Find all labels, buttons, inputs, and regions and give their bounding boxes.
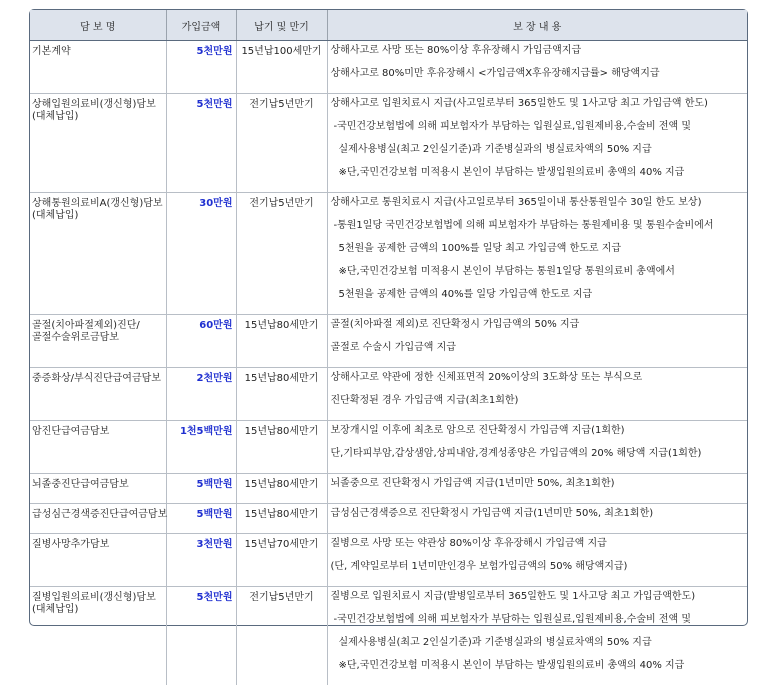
coverage-amount: 3천만원 [166, 534, 236, 587]
description-line: 보장개시일 이후에 최초로 암으로 진단확정시 가입금액 지급(1회한) [331, 425, 746, 448]
description-line: -국민건강보험법에 의해 피보험자가 부담하는 입원실료,입원제비용,수술비 전액 및 [331, 121, 746, 144]
description-line: 상해사고로 약관에 정한 신체표면적 20%이상의 3도화상 또는 부식으로 [331, 372, 746, 395]
coverage-term: 15년납100세만기 [236, 41, 327, 94]
coverage-name: 상해입원의료비(갱신형)담보(대체납입) [30, 94, 166, 193]
table-row [30, 41, 747, 94]
description-line: 단,기타피부암,갑상샘암,상피내암,경계성종양은 가입금액의 20% 해당액 지급(1회한) [331, 448, 746, 471]
coverage-description [327, 587, 747, 685]
description-line: 상해사고로 80%미만 후유장해시 <가입금액X후유장해지급률> 해당액지급 [331, 68, 746, 91]
coverage-amount: 5천만원 [166, 94, 236, 193]
description-line: 진단확정된 경우 가입금액 지급(최초1회한) [331, 395, 746, 418]
coverage-description [327, 315, 747, 368]
coverage-description [327, 474, 747, 504]
description-line: 5천원을 공제한 금액의 40%를 일당 가입금액 한도로 지급 [331, 289, 746, 312]
coverage-term: 전기납5년만기 [236, 587, 327, 685]
table-row [30, 587, 747, 685]
coverage-description [327, 193, 747, 315]
header-term: 납기 및 만기 [236, 10, 327, 41]
table-body [30, 41, 747, 685]
coverage-description [327, 504, 747, 534]
coverage-amount: 5백만원 [166, 474, 236, 504]
coverage-description [327, 368, 747, 421]
description-line: 골절(치아파절 제외)로 진단확정시 가입금액의 50% 지급 [331, 319, 746, 342]
description-line: 상해사고로 통원치료시 지급(사고일로부터 365일이내 통산통원일수 30일 한도 보상) [331, 197, 746, 220]
description-line: ※단,국민건강보험 미적용시 본인이 부담하는 발생입원의료비 총액의 40% 지급 [331, 660, 746, 683]
coverage-name: 중증화상/부식진단급여금담보 [30, 368, 166, 421]
coverage-description [327, 94, 747, 193]
coverage-description [327, 421, 747, 474]
description-line: 급성심근경색증으로 진단확정시 가입금액 지급(1년미만 50%, 최초1회한) [331, 508, 746, 531]
coverage-name: 기본계약 [30, 41, 166, 94]
coverage-name: 상해통원의료비A(갱신형)담보(대체납입) [30, 193, 166, 315]
description-line: ※단,국민건강보험 미적용시 본인이 부담하는 통원1일당 통원의료비 총액에서 [331, 266, 746, 289]
coverage-term: 전기납5년만기 [236, 193, 327, 315]
description-line: 질병으로 입원치료시 지급(발병일로부터 365일한도 및 1사고당 최고 가입금액한도) [331, 591, 746, 614]
coverage-name: 암진단급여금담보 [30, 421, 166, 474]
coverage-amount: 30만원 [166, 193, 236, 315]
coverage-term: 15년납70세만기 [236, 534, 327, 587]
description-line: 뇌졸중으로 진단확정시 가입금액 지급(1년미만 50%, 최초1회한) [331, 478, 746, 501]
header-content: 보 장 내 용 [327, 10, 747, 41]
table-row [30, 534, 747, 587]
coverage-term: 15년납80세만기 [236, 421, 327, 474]
description-line: ※단,국민건강보험 미적용시 본인이 부담하는 발생입원의료비 총액의 40% 지급 [331, 167, 746, 190]
coverage-term: 15년납80세만기 [236, 474, 327, 504]
coverage-amount: 5천만원 [166, 41, 236, 94]
coverage-term: 15년납80세만기 [236, 368, 327, 421]
description-line: -통원1일당 국민건강보험법에 의해 피보험자가 부담하는 통원제비용 및 통원수술비에서 [331, 220, 746, 243]
table-row [30, 421, 747, 474]
description-line: -국민건강보험법에 의해 피보험자가 부담하는 입원실료,입원제비용,수술비 전액 및 [331, 614, 746, 637]
coverage-name: 질병입원의료비(갱신형)담보(대체납입) [30, 587, 166, 685]
coverage-term: 15년납80세만기 [236, 315, 327, 368]
coverage-amount: 5천만원 [166, 587, 236, 685]
coverage-table-container [29, 9, 748, 626]
table-row [30, 474, 747, 504]
coverage-amount: 5백만원 [166, 504, 236, 534]
table-row [30, 94, 747, 193]
description-line: 5천원을 공제한 금액의 100%를 일당 최고 가입금액 한도로 지급 [331, 243, 746, 266]
coverage-name: 급성심근경색증진단급여금담보 [30, 504, 166, 534]
coverage-table [30, 10, 747, 685]
coverage-term: 전기납5년만기 [236, 94, 327, 193]
coverage-name: 뇌졸중진단급여금담보 [30, 474, 166, 504]
description-line: 상해사고로 입원치료시 지급(사고일로부터 365일한도 및 1사고당 최고 가입금액 한도) [331, 98, 746, 121]
table-row [30, 193, 747, 315]
table-row [30, 315, 747, 368]
table-row [30, 504, 747, 534]
coverage-amount: 2천만원 [166, 368, 236, 421]
header-amount: 가입금액 [166, 10, 236, 41]
description-line: 골절로 수술시 가입금액 지급 [331, 342, 746, 365]
description-line: 질병으로 사망 또는 약관상 80%이상 후유장해시 가입금액 지급 [331, 538, 746, 561]
header-name: 담 보 명 [30, 10, 166, 41]
coverage-description [327, 534, 747, 587]
coverage-term: 15년납80세만기 [236, 504, 327, 534]
table-row [30, 368, 747, 421]
coverage-description [327, 41, 747, 94]
coverage-name: 질병사망추가담보 [30, 534, 166, 587]
coverage-name: 골절(치아파절제외)진단/골절수술위로금담보 [30, 315, 166, 368]
table-header-row [30, 10, 747, 41]
description-line: 실제사용병실(최고 2인실기준)과 기준병실과의 병실료차액의 50% 지급 [331, 637, 746, 660]
coverage-amount: 60만원 [166, 315, 236, 368]
description-line: (단, 계약일로부터 1년미만인경우 보험가입금액의 50% 해당액지급) [331, 561, 746, 584]
description-line: 상해사고로 사망 또는 80%이상 후유장해시 가입금액지급 [331, 45, 746, 68]
description-line: 실제사용병실(최고 2인실기준)과 기준병실과의 병실료차액의 50% 지급 [331, 144, 746, 167]
coverage-amount: 1천5백만원 [166, 421, 236, 474]
